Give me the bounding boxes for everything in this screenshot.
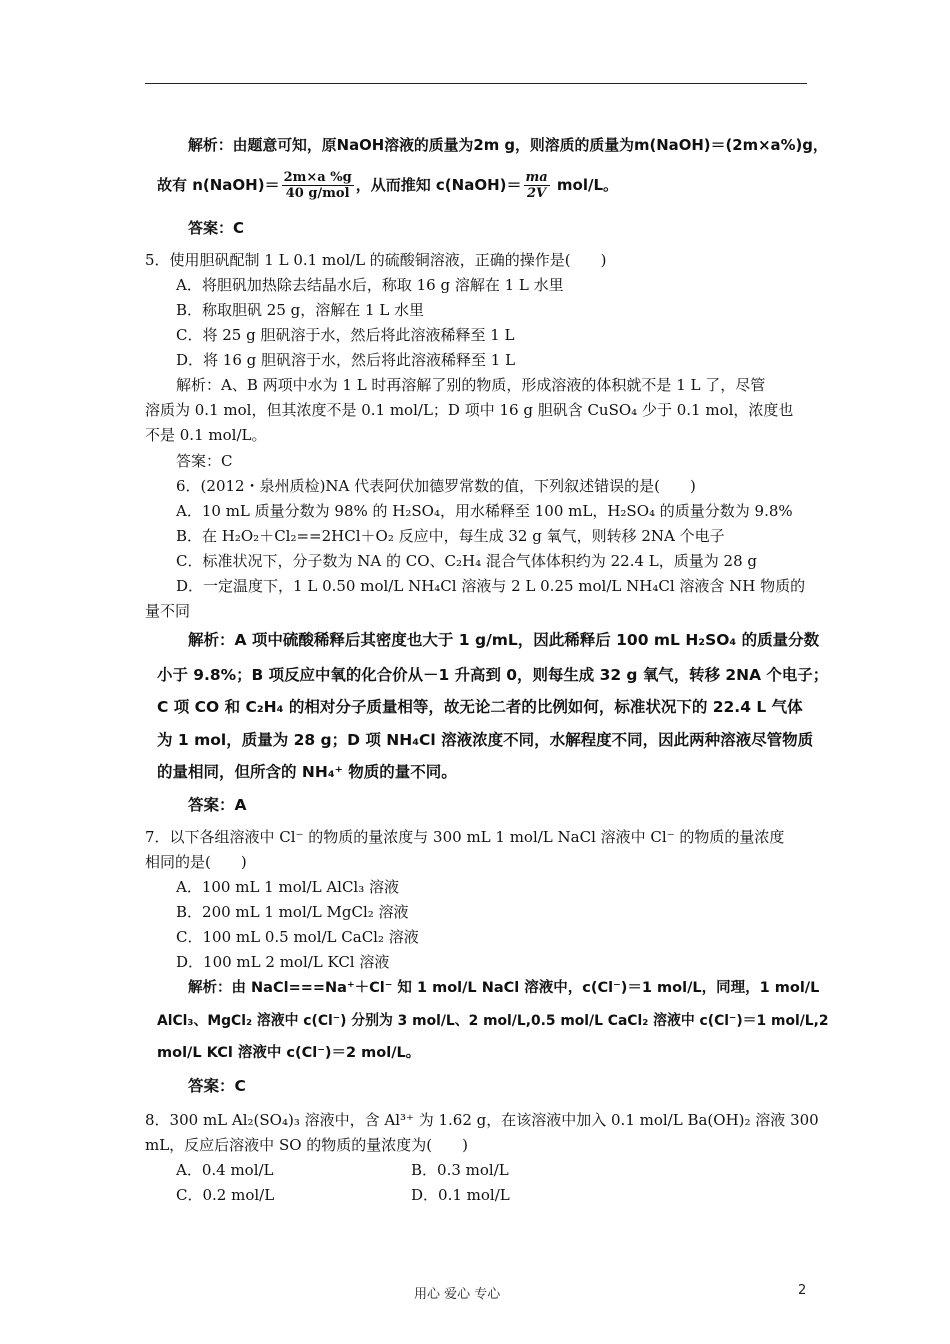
q4-frac2-num: ma [525, 170, 548, 185]
q4-analysis-line2-b: ，从而推知 c(NaOH)＝ [355, 176, 522, 194]
q6-analysis-1: 解析：A 项中硫酸稀释后其密度也大于 1 g/mL，因此稀释后 100 mL H₂SO₄ 的质量分数 [188, 631, 820, 649]
q7-option-d: D．100 mL 2 mol/L KCl 溶液 [176, 953, 390, 971]
q4-frac2-den: 2V [527, 186, 547, 201]
page-number: 2 [798, 1283, 807, 1298]
q8-stem-2: mL，反应后溶液中 SO 的物质的量浓度为( ) [145, 1136, 468, 1154]
q4-analysis-line2 [157, 168, 618, 202]
q6-option-c: C．标准状况下，分子数为 NA 的 CO、C₂H₄ 混合气体体积约为 22.4 L，质量为 28 g [176, 552, 757, 570]
q8-stem-1: 8．300 mL Al₂(SO₄)₃ 溶液中，含 Al³⁺ 为 1.62 g，在该溶液中加入 0.1 mol/L Ba(OH)₂ 溶液 300 [145, 1111, 819, 1129]
q7-analysis-3: mol/L KCl 溶液中 c(Cl⁻)＝2 mol/L。 [157, 1045, 421, 1061]
q5-option-c: C．将 25 g 胆矾溶于水，然后将此溶液稀释至 1 L [176, 326, 515, 344]
q8-option-d: D．0.1 mol/L [411, 1186, 510, 1204]
q5-analysis-2: 溶质为 0.1 mol，但其浓度不是 0.1 mol/L；D 项中 16 g 胆矾含 CuSO₄ 少于 0.1 mol，浓度也 [145, 401, 794, 419]
q4-analysis-line1: 解析：由题意可知，原NaOH溶液的质量为2m g，则溶质的质量为m(NaOH)＝(2m×a%)g， [188, 136, 828, 154]
q5-answer: 答案：C [176, 452, 233, 470]
q4-answer: 答案：C [188, 219, 245, 237]
q6-analysis-4: 为 1 mol，质量为 28 g；D 项 NH₄Cl 溶液浓度不同，水解程度不同，因此两种溶液尽管物质 [157, 731, 814, 749]
q7-stem-1: 7．以下各组溶液中 Cl⁻ 的物质的量浓度与 300 mL 1 mol/L NaCl 溶液中 Cl⁻ 的物质的量浓度 [145, 828, 785, 846]
q5-option-a: A．将胆矾加热除去结晶水后，称取 16 g 溶解在 1 L 水里 [176, 276, 564, 294]
q6-option-b: B．在 H₂O₂＋Cl₂==2HCl＋O₂ 反应中，每生成 32 g 氧气，则转移 2NA 个电子 [176, 527, 725, 545]
footer-slogan: 用心 爱心 专心 [414, 1287, 501, 1302]
q4-frac1-den: 40 g/mol [285, 186, 350, 201]
q7-option-c: C．100 mL 0.5 mol/L CaCl₂ 溶液 [176, 928, 419, 946]
q4-analysis-line2-c: mol/L。 [551, 176, 619, 194]
q5-analysis-1: 解析：A、B 两项中水为 1 L 时再溶解了别的物质，形成溶液的体积就不是 1 L 了，尽管 [176, 376, 766, 394]
q8-option-c: C．0.2 mol/L [176, 1186, 275, 1204]
q7-analysis-2: AlCl₃、MgCl₂ 溶液中 c(Cl⁻) 分别为 3 mol/L、2 mol/L,0.5 mol/L CaCl₂ 溶液中 c(Cl⁻)＝1 mol/L,2 [157, 1013, 829, 1029]
q7-stem-2: 相同的是( ) [145, 853, 247, 871]
q4-analysis-line2-a: 故有 n(NaOH)＝ [157, 176, 280, 194]
q6-analysis-2: 小于 9.8%；B 项反应中氧的化合价从－1 升高到 0，则每生成 32 g 氧气，转移 2NA 个电子； [157, 666, 829, 684]
q5-stem: 5．使用胆矾配制 1 L 0.1 mol/L 的硫酸铜溶液，正确的操作是( ) [145, 251, 607, 269]
header-rule [145, 83, 807, 84]
q6-option-d-1: D．一定温度下，1 L 0.50 mol/L NH₄Cl 溶液与 2 L 0.25 mol/L NH₄Cl 溶液含 NH 物质的 [176, 577, 806, 595]
q6-analysis-5: 的量相同，但所含的 NH₄⁺ 物质的量不同。 [157, 763, 457, 781]
q8-option-a: A．0.4 mol/L [176, 1161, 274, 1179]
q4-frac1-num: 2m×a %g [283, 170, 352, 185]
q6-answer: 答案：A [188, 796, 247, 814]
q6-option-d-2: 量不同 [145, 602, 191, 620]
q7-answer: 答案：C [188, 1077, 246, 1095]
q7-option-a: A．100 mL 1 mol/L AlCl₃ 溶液 [176, 878, 400, 896]
q5-option-d: D．将 16 g 胆矾溶于水，然后将此溶液稀释至 1 L [176, 351, 516, 369]
q7-option-b: B．200 mL 1 mol/L MgCl₂ 溶液 [176, 903, 409, 921]
q4-fraction-n [282, 170, 354, 201]
q6-analysis-3: C 项 CO 和 C₂H₄ 的相对分子质量相等，故无论二者的比例如何，标准状况下的 22.4 L 气体 [157, 698, 803, 716]
q6-stem: 6．(2012・泉州质检)NA 代表阿伏加德罗常数的值，下列叙述错误的是( ) [176, 477, 696, 495]
q7-analysis-1: 解析：由 NaCl===Na⁺＋Cl⁻ 知 1 mol/L NaCl 溶液中，c(Cl⁻)＝1 mol/L，同理，1 mol/L [188, 980, 820, 996]
q6-option-a: A．10 mL 质量分数为 98% 的 H₂SO₄，用水稀释至 100 mL，H₂SO₄ 的质量分数为 9.8% [176, 502, 793, 520]
q5-analysis-3: 不是 0.1 mol/L。 [145, 426, 267, 444]
q8-option-b: B．0.3 mol/L [411, 1161, 509, 1179]
q5-option-b: B．称取胆矾 25 g，溶解在 1 L 水里 [176, 301, 425, 319]
q4-fraction-c [524, 170, 550, 201]
